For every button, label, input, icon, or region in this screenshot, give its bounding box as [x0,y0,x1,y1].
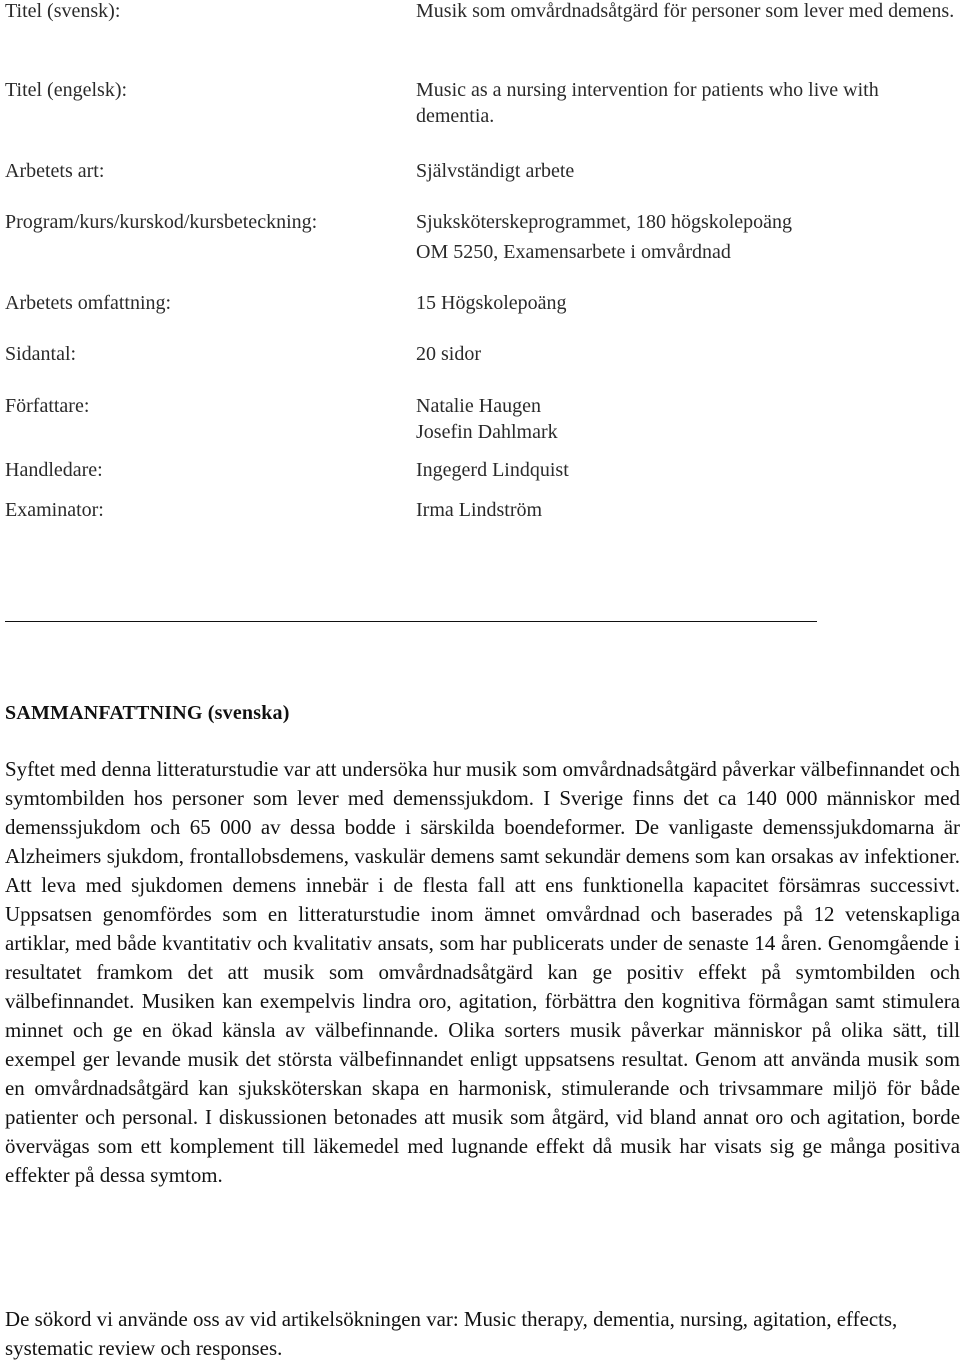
value-author-1: Natalie Haugen [416,395,541,417]
value-pages: 20 sidor [416,343,481,365]
keywords-paragraph: De sökord vi använde oss av vid artikelsökningen var: Music therapy, dementia, nursing, agitation, effects, systematic review och responses. [5,1307,898,1360]
label-pages: Sidantal: [5,343,77,365]
keywords-section [5,1305,955,1363]
label-supervisor: Handledare: [5,459,103,481]
summary-body [5,755,960,1190]
summary-heading: SAMMANFATTNING (svenska) [5,702,290,724]
label-examiner: Examinator: [5,499,104,521]
label-work-type: Arbetets art: [5,160,105,182]
value-examiner: Irma Lindström [416,499,543,521]
label-program: Program/kurs/kurskod/kursbeteckning: [5,211,318,233]
value-program-line2: OM 5250, Examensarbete i omvårdnad [416,241,731,263]
label-title-english: Titel (engelsk): [5,79,128,101]
summary-paragraph: Syftet med denna litteraturstudie var att undersöka hur musik som omvårdnadsåtgärd påverkar välbefinnandet och symtombilden hos personer som lever med demenssjukdom. I Sverige finns det ca 140 000 människor med demenssjukdom och 65 000 av dessa bodde i särskilda boendeformer. De vanligaste demenssjukdomarna är Alzheimers sjukdom, frontallobsdemens, vaskulär demens samt sekundär demens som kan orsakas av infektioner. Att leva med sjukdomen demens innebär i de flesta fall att ens funktionella kapacitet försämras successivt. Uppsatsen genomfördes som en litteraturstudie inom ämnet omvårdnad och baserades på 12 vetenskapliga artiklar, med både kvantitativ och kvalitativ ansats, som har publicerats under de senaste 14 åren. Genomgående i resultatet framkom det att musik som omvårdnadsåtgärd kan ge positiv effekt på symtombilden och välbefinnandet. Musiken kan exempelvis lindra oro, agitation, förbättra den kognitiva förmågan samt stimulera minnet och ge en ökad känsla av välbefinnande. Olika sorters musik påverkar människor på olika sätt, till exempel ger levande musik det största välbefinnandet enligt uppsatsens resultat. Genom att använda musik som en omvårdnadsåtgärd kan sjuksköterskan skapa en harmonisk, stimulerande och trivsammare miljö för både patienter och personal. I diskussionen betonades att musik som åtgärd, vid bland annat oro och agitation, borde övervägas som ett komplement till läkemedel med lugnande effekt då musik har visats sig ge många positiva effekter på dessa symtom. [5,757,960,1187]
value-supervisor: Ingegerd Lindquist [416,459,569,481]
label-scope: Arbetets omfattning: [5,292,172,314]
label-authors: Författare: [5,395,90,417]
section-divider [5,621,817,622]
value-work-type: Självständigt arbete [416,160,575,182]
value-title-english: Music as a nursing intervention for patients who live with dementia. [416,79,879,127]
value-program-line1: Sjuksköterskeprogrammet, 180 högskolepoäng [416,211,793,233]
value-title-swedish: Musik som omvårdnadsåtgärd för personer som lever med demens. [416,0,955,22]
value-author-2: Josefin Dahlmark [416,421,558,443]
label-title-swedish: Titel (svensk): [5,0,121,22]
value-scope: 15 Högskolepoäng [416,292,567,314]
